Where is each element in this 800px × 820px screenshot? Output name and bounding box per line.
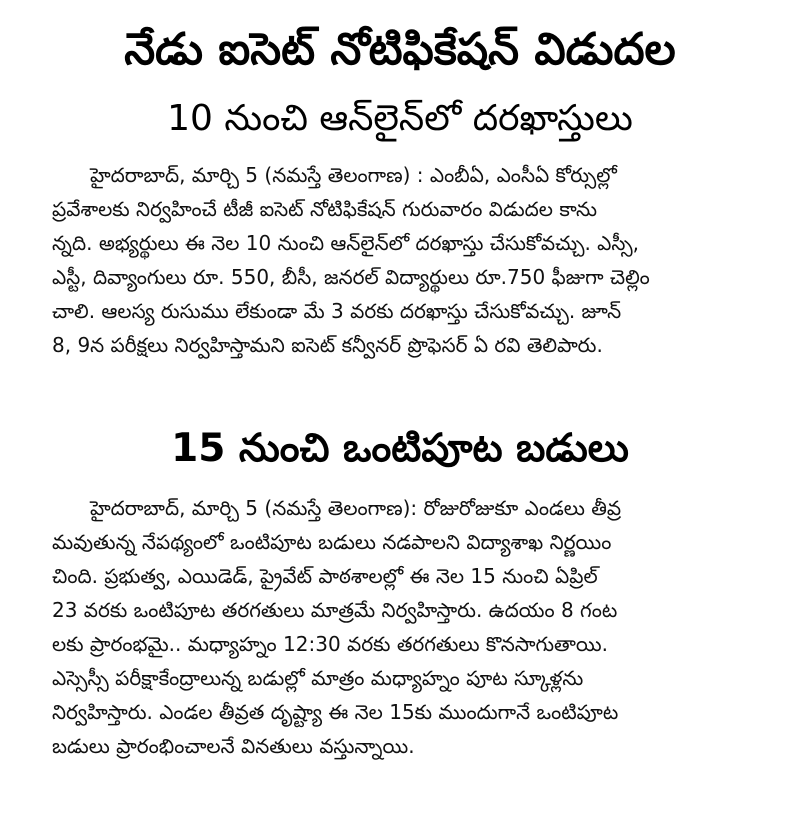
article2-line: మవుతున్న నేపథ్యంలో ఒంటిపూట బడులు నడపాలని విద్యాశాఖ నిర్ణయిం xyxy=(52,530,612,554)
second-headline: 15 నుంచి ఒంటిపూట బడులు xyxy=(171,426,629,471)
article1-line: 8, 9న పరీక్షలు నిర్వహిస్తామని ఐసెట్ కన్వీనర్ ప్రొఫెసర్ ఏ రవి తెలిపారు. xyxy=(52,333,603,357)
article-icet-notification xyxy=(52,158,752,362)
article2-line: హైదరాబాద్, మార్చి 5 (నమస్తే తెలంగాణ): రోజురోజుకూ ఎండలు తీవ్ర xyxy=(90,496,622,520)
sub-headline: 10 నుంచి ఆన్‌లైన్‌లో దరఖాస్తులు xyxy=(167,98,633,139)
article2-line: బడులు ప్రారంభించాలనే వినతులు వస్తున్నాయి. xyxy=(52,734,415,758)
main-headline: నేడు ఐసెట్ నోటిఫికేషన్ విడుదల xyxy=(124,24,676,75)
article2-line: ఎస్సెస్సీ పరీక్షాకేంద్రాలున్న బడుల్లో మాత్రం మధ్యాహ్నం పూట స్కూళ్లను xyxy=(52,666,584,690)
article1-line: ఎస్టీ, దివ్యాంగులు రూ. 550, బీసీ, జనరల్ విద్యార్థులు రూ.750 ఫీజుగా చెల్లిం xyxy=(52,265,650,289)
article1-line: చాలి. ఆలస్య రుసుము లేకుండా మే 3 వరకు దరఖాస్తు చేసుకోవచ్చు. జూన్ xyxy=(52,299,622,323)
article2-line: 23 వరకు ఒంటిపూట తరగతులు మాత్రమే నిర్వహిస్తారు. ఉదయం 8 గంట xyxy=(52,598,618,622)
article2-line: లకు ప్రారంభమై.. మధ్యాహ్నం 12:30 వరకు తరగతులు కొనసాగుతాయి. xyxy=(52,632,608,656)
article-half-day-schools xyxy=(52,491,752,763)
article2-line: నిర్వహిస్తారు. ఎండల తీవ్రత దృష్ట్యా ఈ నెల 15కు ముందుగానే ఒంటిపూట xyxy=(52,700,619,724)
article2-line: చింది. ప్రభుత్వ, ఎయిడెడ్, ప్రైవేట్ పాఠశాలల్లో ఈ నెల 15 నుంచి ఏప్రిల్ xyxy=(52,564,598,588)
article1-line: హైదరాబాద్, మార్చి 5 (నమస్తే తెలంగాణ) : ఎంబీఏ, ఎంసీఏ కోర్సుల్లో xyxy=(90,163,617,187)
article1-line: ప్రవేశాలకు నిర్వహించే టీజీ ఐసెట్ నోటిఫికేషన్ గురువారం విడుదల కాను xyxy=(52,197,598,221)
article1-line: న్నది. అభ్యర్థులు ఈ నెల 10 నుంచి ఆన్‌లైన్‌లో దరఖాస్తు చేసుకోవచ్చు. ఎస్సీ, xyxy=(52,231,640,255)
